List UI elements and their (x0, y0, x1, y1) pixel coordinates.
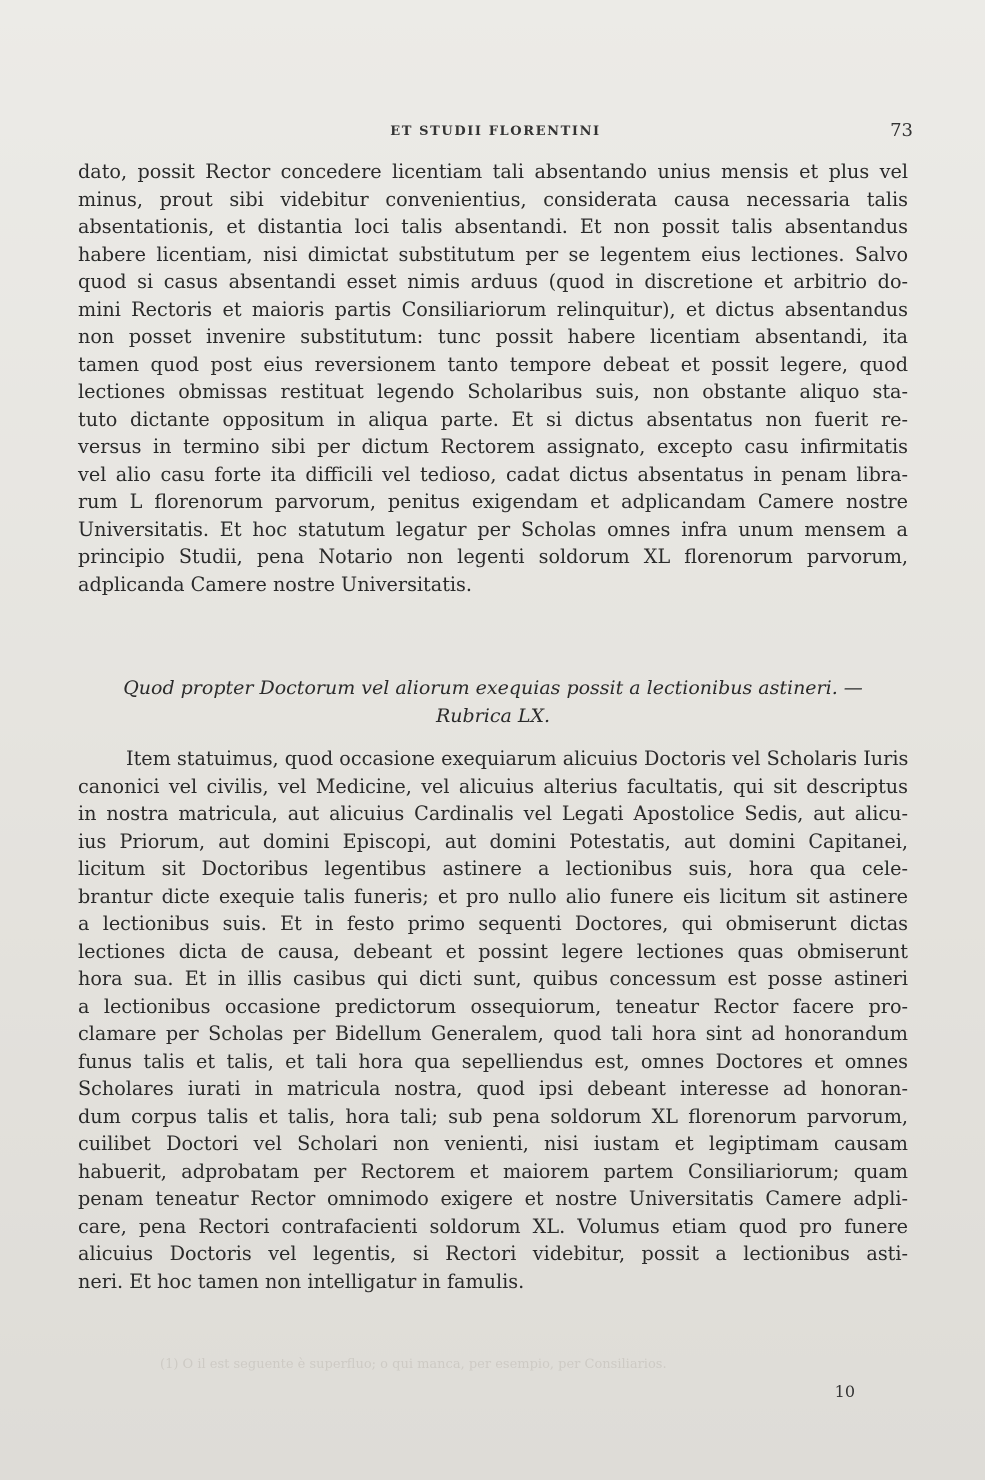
text-line: Universitatis. Et hoc statutum legatur per Scholas omnes infra unum mensem a (78, 517, 908, 541)
text-line: a lectionibus suis. Et in festo primo sequenti Doctores, qui obmiserunt dictas (78, 912, 908, 935)
text-line: funus talis et talis, et tali hora qua sepelliendus est, omnes Doctores et omnes (78, 1049, 908, 1073)
text-line: quod si casus absentandi esset nimis arduus (quod in discretione et arbitrio do- (78, 270, 908, 293)
text-line: minus, prout sibi videbitur convenientius, considerata causa necessaria talis (78, 187, 908, 211)
text-line: licitum sit Doctoribus legentibus astinere a lectionibus suis, hora qua cele- (78, 857, 908, 880)
text-line: tamen quod post eius reversionem tanto tempore debeat et possit legere, quod (78, 352, 908, 376)
text-line: adplicanda Camere nostre Universitatis. (78, 572, 472, 596)
text-line: Scholares iurati in matricula nostra, quod ipsi debeant interesse ad honoran- (78, 1077, 908, 1100)
rubric-heading (78, 674, 908, 730)
text-line: lectiones dicta de causa, debeant et possint legere lectiones quas obmiserunt (78, 939, 908, 963)
text-line: in nostra matricula, aut alicuius Cardinalis vel Legati Apostolice Sedis, aut alicu- (78, 802, 908, 825)
text-line: non posset invenire substitutum: tunc possit habere licentiam absentandi, ita (78, 325, 908, 348)
text-line: a lectionibus occasione predictorum ossequiorum, teneatur Rector facere pro- (78, 994, 908, 1018)
text-line: absentationis, et distantia loci talis absentandi. Et non possit talis absentandus (78, 215, 908, 238)
text-line: penam teneatur Rector omnimodo exigere et nostre Universitatis Camere adpli- (78, 1187, 908, 1210)
text-line: tuto dictante oppositum in aliqua parte. Et si dictus absentatus non fuerit re- (78, 407, 908, 431)
text-line: habere licentiam, nisi dimictat substitutum per se legentem eius lectiones. Salvo (78, 242, 908, 266)
text-line: dato, possit Rector concedere licentiam tali absentando unius mensis et plus vel (78, 160, 908, 183)
text-line: vel alio casu forte ita difficili vel tedioso, cadat dictus absentatus in penam libra- (78, 462, 908, 486)
page-header (78, 120, 913, 150)
page-number: 73 (890, 120, 913, 141)
statute-paragraph (78, 745, 908, 1295)
text-line: mini Rectoris et maioris partis Consiliariorum relinquitur), et dictus absentandus (78, 297, 908, 321)
text-line: habuerit, adprobatam per Rectorem et maiorem partem Consiliariorum; quam (78, 1159, 908, 1183)
text-line: canonici vel civilis, vel Medicine, vel alicuius alterius facultatis, qui sit descriptus (78, 774, 908, 798)
statute-paragraph-continued (78, 158, 908, 598)
running-title: ET STUDII FLORENTINI (390, 124, 601, 139)
text-line: dum corpus talis et talis, hora tali; sub pena soldorum XL florenorum parvorum, (78, 1104, 908, 1128)
text-line: brantur dicte exequie talis funeris; et pro nullo alio funere eis licitum sit astinere (78, 884, 908, 908)
text-line: alicuius Doctoris vel legentis, si Rectori videbitur, possit a lectionibus asti- (78, 1242, 908, 1265)
signature-mark: 10 (834, 1382, 855, 1401)
rubric-number: Rubrica LX. (435, 705, 551, 727)
text-line: hora sua. Et in illis casibus qui dicti sunt, quibus concessum est posse astineri (78, 967, 908, 990)
text-line: rum L florenorum parvorum, penitus exigendam et adplicandam Camere nostre (78, 490, 908, 513)
text-line: Item statuimus, quod occasione exequiarum alicuius Doctoris vel Scholaris Iuris (126, 747, 909, 770)
text-line: care, pena Rectori contrafacienti soldorum XL. Volumus etiam quod pro funere (78, 1214, 908, 1238)
rubric-title: Quod propter Doctorum vel aliorum exequias possit a lectionibus astineri. — (123, 677, 863, 699)
faint-footnote: (1) O il est seguente è superfluo; o qui manca, per esempio, per Consiliarios. (160, 1357, 667, 1372)
text-line: versus in termino sibi per dictum Rectorem assignato, excepto casu infirmitatis (78, 435, 908, 458)
text-line: ius Priorum, aut domini Episcopi, aut domini Potestatis, aut domini Capitanei, (78, 829, 908, 853)
text-line: cuilibet Doctori vel Scholari non venienti, nisi iustam et legiptimam causam (78, 1132, 908, 1155)
text-line: lectiones obmissas restituat legendo Scholaribus suis, non obstante aliquo sta- (78, 380, 908, 403)
text-line: neri. Et hoc tamen non intelligatur in famulis. (78, 1269, 525, 1293)
text-line: principio Studii, pena Notario non legenti soldorum XL florenorum parvorum, (78, 545, 908, 568)
text-line: clamare per Scholas per Bidellum Generalem, quod tali hora sint ad honorandum (78, 1022, 908, 1045)
